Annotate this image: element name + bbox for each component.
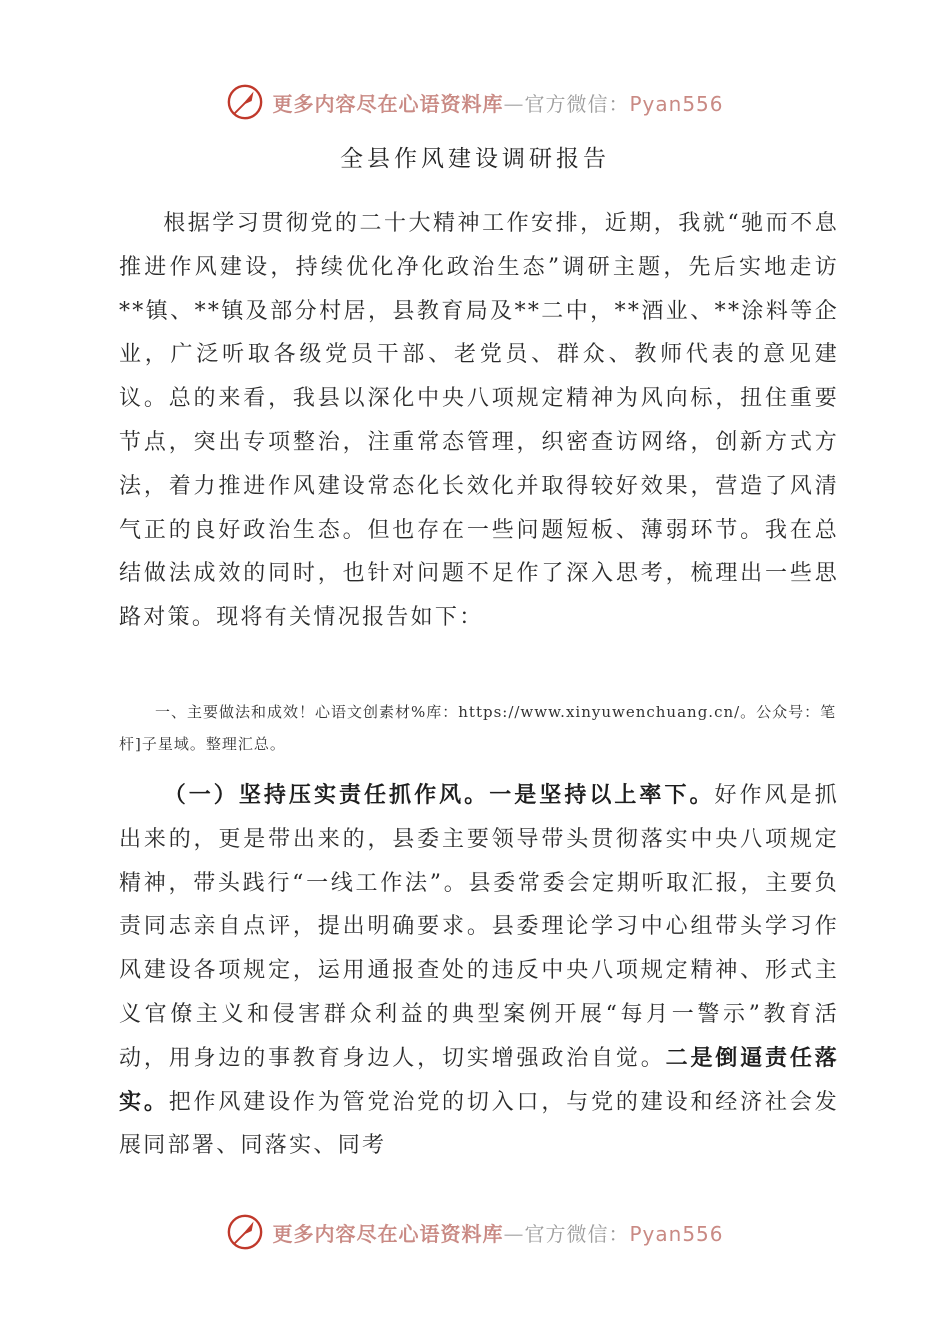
point-one-text: 好作风是抓出来的，更是带出来的，县委主要领导带头贯彻落实中央八项规定精神，带头践行“一线工作法”。县委常委会定期听取汇报，主要负责同志亲自点评，提出明确要求。县委理论学习中心组带头学习作风建设各项规定，运用通报查处的违反中央八项规定精神、形式主义官僚主义和侵害群众利益的典型案例开展“每月一警示”教育活动，用身边的事教育身边人，切实增强政治自觉。: [119, 783, 839, 1071]
section-heading-one: [119, 696, 839, 760]
quill-logo-icon: [226, 83, 264, 121]
watermark-main: 更多内容尽在心语资料库: [272, 1221, 504, 1246]
watermark-label: 官方微信：: [524, 91, 630, 116]
point-one-title: 一是坚持以上率下。: [489, 783, 715, 808]
watermark-text: [272, 88, 723, 117]
point-two-title: 二是倒逼责任落实。: [119, 1045, 839, 1115]
quill-logo-icon: [226, 1213, 264, 1251]
watermark-footer: [0, 1210, 950, 1254]
watermark-dash: —: [503, 91, 525, 116]
watermark-dash: —: [503, 1221, 525, 1246]
intro-paragraph: [119, 202, 839, 640]
watermark-text: [272, 1218, 723, 1247]
subsection-one-heading: （一）坚持压实责任抓作风。: [163, 783, 490, 808]
document-title: 全县作风建设调研报告: [340, 146, 610, 172]
watermark-wechat-id: Pyan556: [629, 1221, 724, 1246]
watermark-wechat-id: Pyan556: [629, 91, 724, 116]
watermark-header: [0, 80, 950, 124]
watermark-main: 更多内容尽在心语资料库: [272, 91, 504, 116]
intro-text: 根据学习贯彻党的二十大精神工作安排，近期，我就“驰而不息推进作风建设，持续优化净化政治生态”调研主题，先后实地走访**镇、**镇及部分村居，县教育局及**二中，**酒业、**涂料等企业，广泛听取各级党员干部、老党员、群众、教师代表的意见建议。总的来看，我县以深化中央八项规定精神为风向标，扭住重要节点，突出专项整治，注重常态管理，织密查访网络，创新方式方法，着力推进作风建设常态化长效化并取得较好效果，营造了风清气正的良好政治生态。但也存在一些问题短板、薄弱环节。我在总结做法成效的同时，也针对问题不足作了深入思考，梳理出一些思路对策。现将有关情况报告如下：: [119, 211, 839, 631]
point-two-text: 把作风建设作为管党治党的切入口，与党的建设和经济社会发展同部署、同落实、同考: [119, 1089, 839, 1159]
subsection-one-paragraph: [119, 774, 839, 1168]
section-one-text: 一、主要做法和成效！心语文创素材%库：https://www.xinyuwenchuang.cn/。公众号：笔杆]子星域。整理汇总。: [119, 703, 837, 753]
watermark-label: 官方微信：: [524, 1221, 630, 1246]
